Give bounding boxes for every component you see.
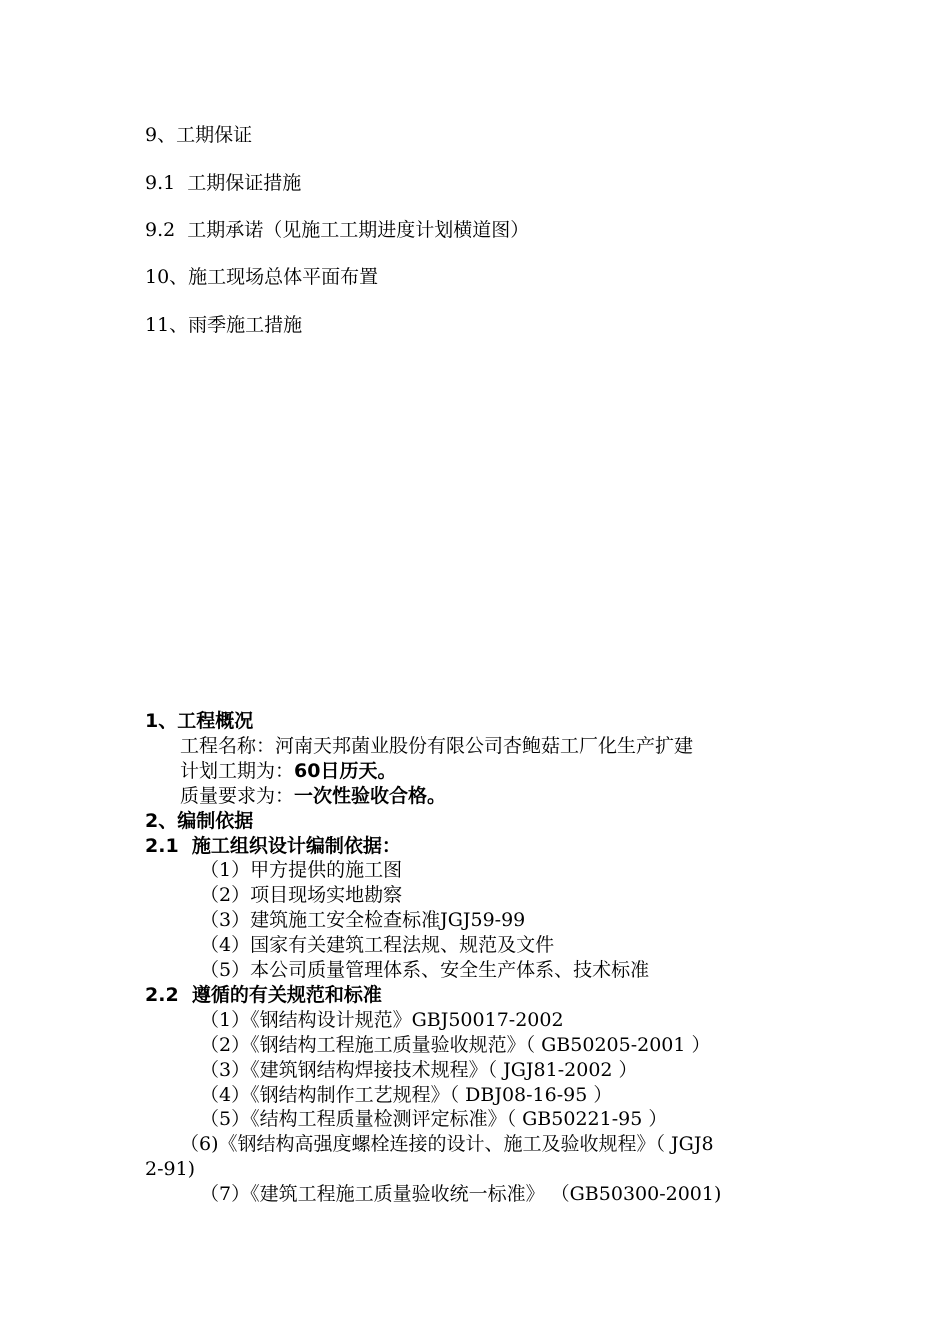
list-item: （3）建筑施工安全检查标准JGJ59-99 bbox=[200, 909, 526, 931]
toc-item: 11、雨季施工措施 bbox=[145, 314, 303, 336]
quality-value: 一次性验收合格。 bbox=[294, 785, 447, 807]
project-name-value: 河南天邦菌业股份有限公司杏鲍菇工厂化生产扩建 bbox=[275, 735, 694, 757]
toc-item: 10、施工现场总体平面布置 bbox=[145, 266, 379, 288]
list-item-continuation: 2-91) bbox=[145, 1158, 196, 1180]
toc-item: 9.2 工期承诺（见施工工期进度计划横道图） bbox=[145, 219, 530, 241]
list-item: （5）本公司质量管理体系、安全生产体系、技术标准 bbox=[200, 959, 650, 981]
section-heading: 2、编制依据 bbox=[145, 810, 254, 832]
list-item: （4）《钢结构制作工艺规程》（ DBJ08-16-95 ） bbox=[200, 1084, 613, 1106]
list-item: （1）《钢结构设计规范》GBJ50017-2002 bbox=[200, 1009, 564, 1031]
subsection-heading: 2.1 施工组织设计编制依据： bbox=[145, 835, 401, 857]
section-heading: 1、工程概况 bbox=[145, 710, 254, 732]
list-item: （2）项目现场实地勘察 bbox=[200, 884, 403, 906]
list-item: （3）《建筑钢结构焊接技术规程》（ JGJ81-2002 ） bbox=[200, 1059, 638, 1081]
schedule-line bbox=[180, 762, 396, 781]
schedule-label: 计划工期为： bbox=[180, 760, 295, 782]
toc-item: 9.1 工期保证措施 bbox=[145, 172, 302, 194]
list-item: （2）《钢结构工程施工质量验收规范》（ GB50205-2001 ） bbox=[200, 1034, 711, 1056]
quality-label: 质量要求为： bbox=[180, 785, 295, 807]
list-item: （6)《钢结构高强度螺栓连接的设计、施工及验收规程》（ JGJ8 bbox=[180, 1133, 714, 1155]
project-name-line bbox=[180, 737, 693, 756]
subsection-heading: 2.2 遵循的有关规范和标准 bbox=[145, 984, 382, 1006]
list-item: （7）《建筑工程施工质量验收统一标准》 （GB50300-2001) bbox=[200, 1183, 722, 1205]
schedule-value: 60日历天。 bbox=[294, 760, 397, 782]
toc-item: 9、工期保证 bbox=[145, 124, 253, 146]
list-item: （5）《结构工程质量检测评定标准》（ GB50221-95 ） bbox=[200, 1108, 668, 1130]
list-item: （1）甲方提供的施工图 bbox=[200, 859, 403, 881]
quality-line bbox=[180, 787, 446, 806]
project-name-label: 工程名称： bbox=[180, 735, 276, 757]
list-item: （4）国家有关建筑工程法规、规范及文件 bbox=[200, 934, 555, 956]
